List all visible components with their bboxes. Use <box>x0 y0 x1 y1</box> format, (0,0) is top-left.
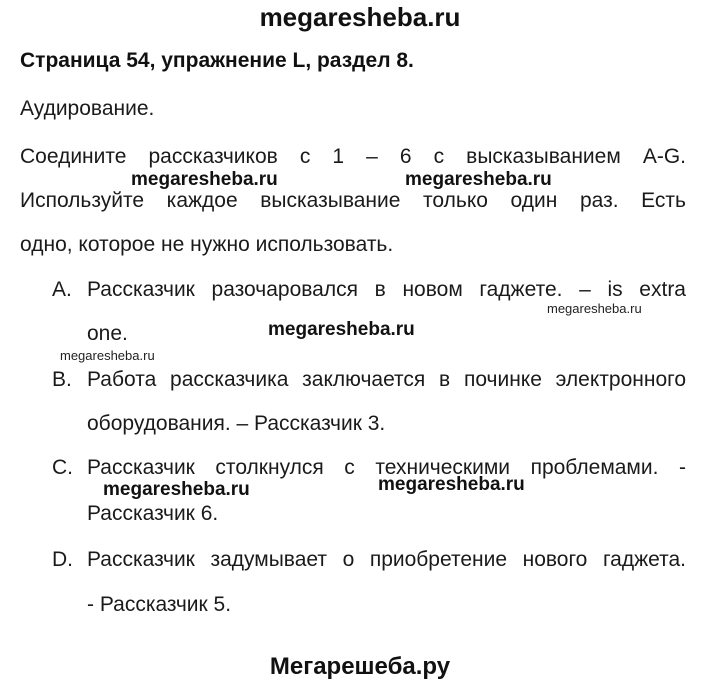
watermark: megaresheba.ru <box>131 169 278 190</box>
instruction-line-1: Соедините рассказчиков с 1 – 6 с высказыванием A-G. <box>20 145 686 168</box>
site-header: megaresheba.ru <box>259 2 461 32</box>
watermark: megaresheba.ru <box>378 474 525 495</box>
item-a-line-2: one. <box>87 322 128 345</box>
item-c-line-1: Рассказчик столкнулся с техническими проблемами. - <box>87 456 686 479</box>
item-d-line-2: - Рассказчик 5. <box>87 593 232 616</box>
watermark: megaresheba.ru <box>547 301 642 316</box>
site-footer: Мегарешеба.ру <box>269 653 451 680</box>
instruction-line-3: одно, которое не нужно использовать. <box>20 233 394 256</box>
item-c-line-2: Рассказчик 6. <box>87 502 219 525</box>
item-marker-a: A. <box>52 278 72 301</box>
watermark: megaresheba.ru <box>268 319 415 340</box>
item-marker-c: C. <box>52 456 73 479</box>
item-b-line-1: Работа рассказчика заключается в починке электронного <box>87 368 686 391</box>
section-label: Аудирование. <box>20 97 155 120</box>
item-d-line-1: Рассказчик задумывает о приобретение нового гаджета. <box>87 548 686 571</box>
item-a-line-1: Рассказчик разочаровался в новом гаджете. – is extra <box>87 278 686 301</box>
page-title: Страница 54, упражнение L, раздел 8. <box>20 49 414 72</box>
watermark: megaresheba.ru <box>60 348 155 363</box>
watermark: megaresheba.ru <box>103 479 250 500</box>
instruction-line-2: Используйте каждое высказывание только один раз. Есть <box>20 189 686 212</box>
watermark: megaresheba.ru <box>405 169 552 190</box>
item-marker-b: B. <box>52 368 72 391</box>
item-b-line-2: оборудования. – Рассказчик 3. <box>87 412 386 435</box>
item-marker-d: D. <box>52 548 73 571</box>
